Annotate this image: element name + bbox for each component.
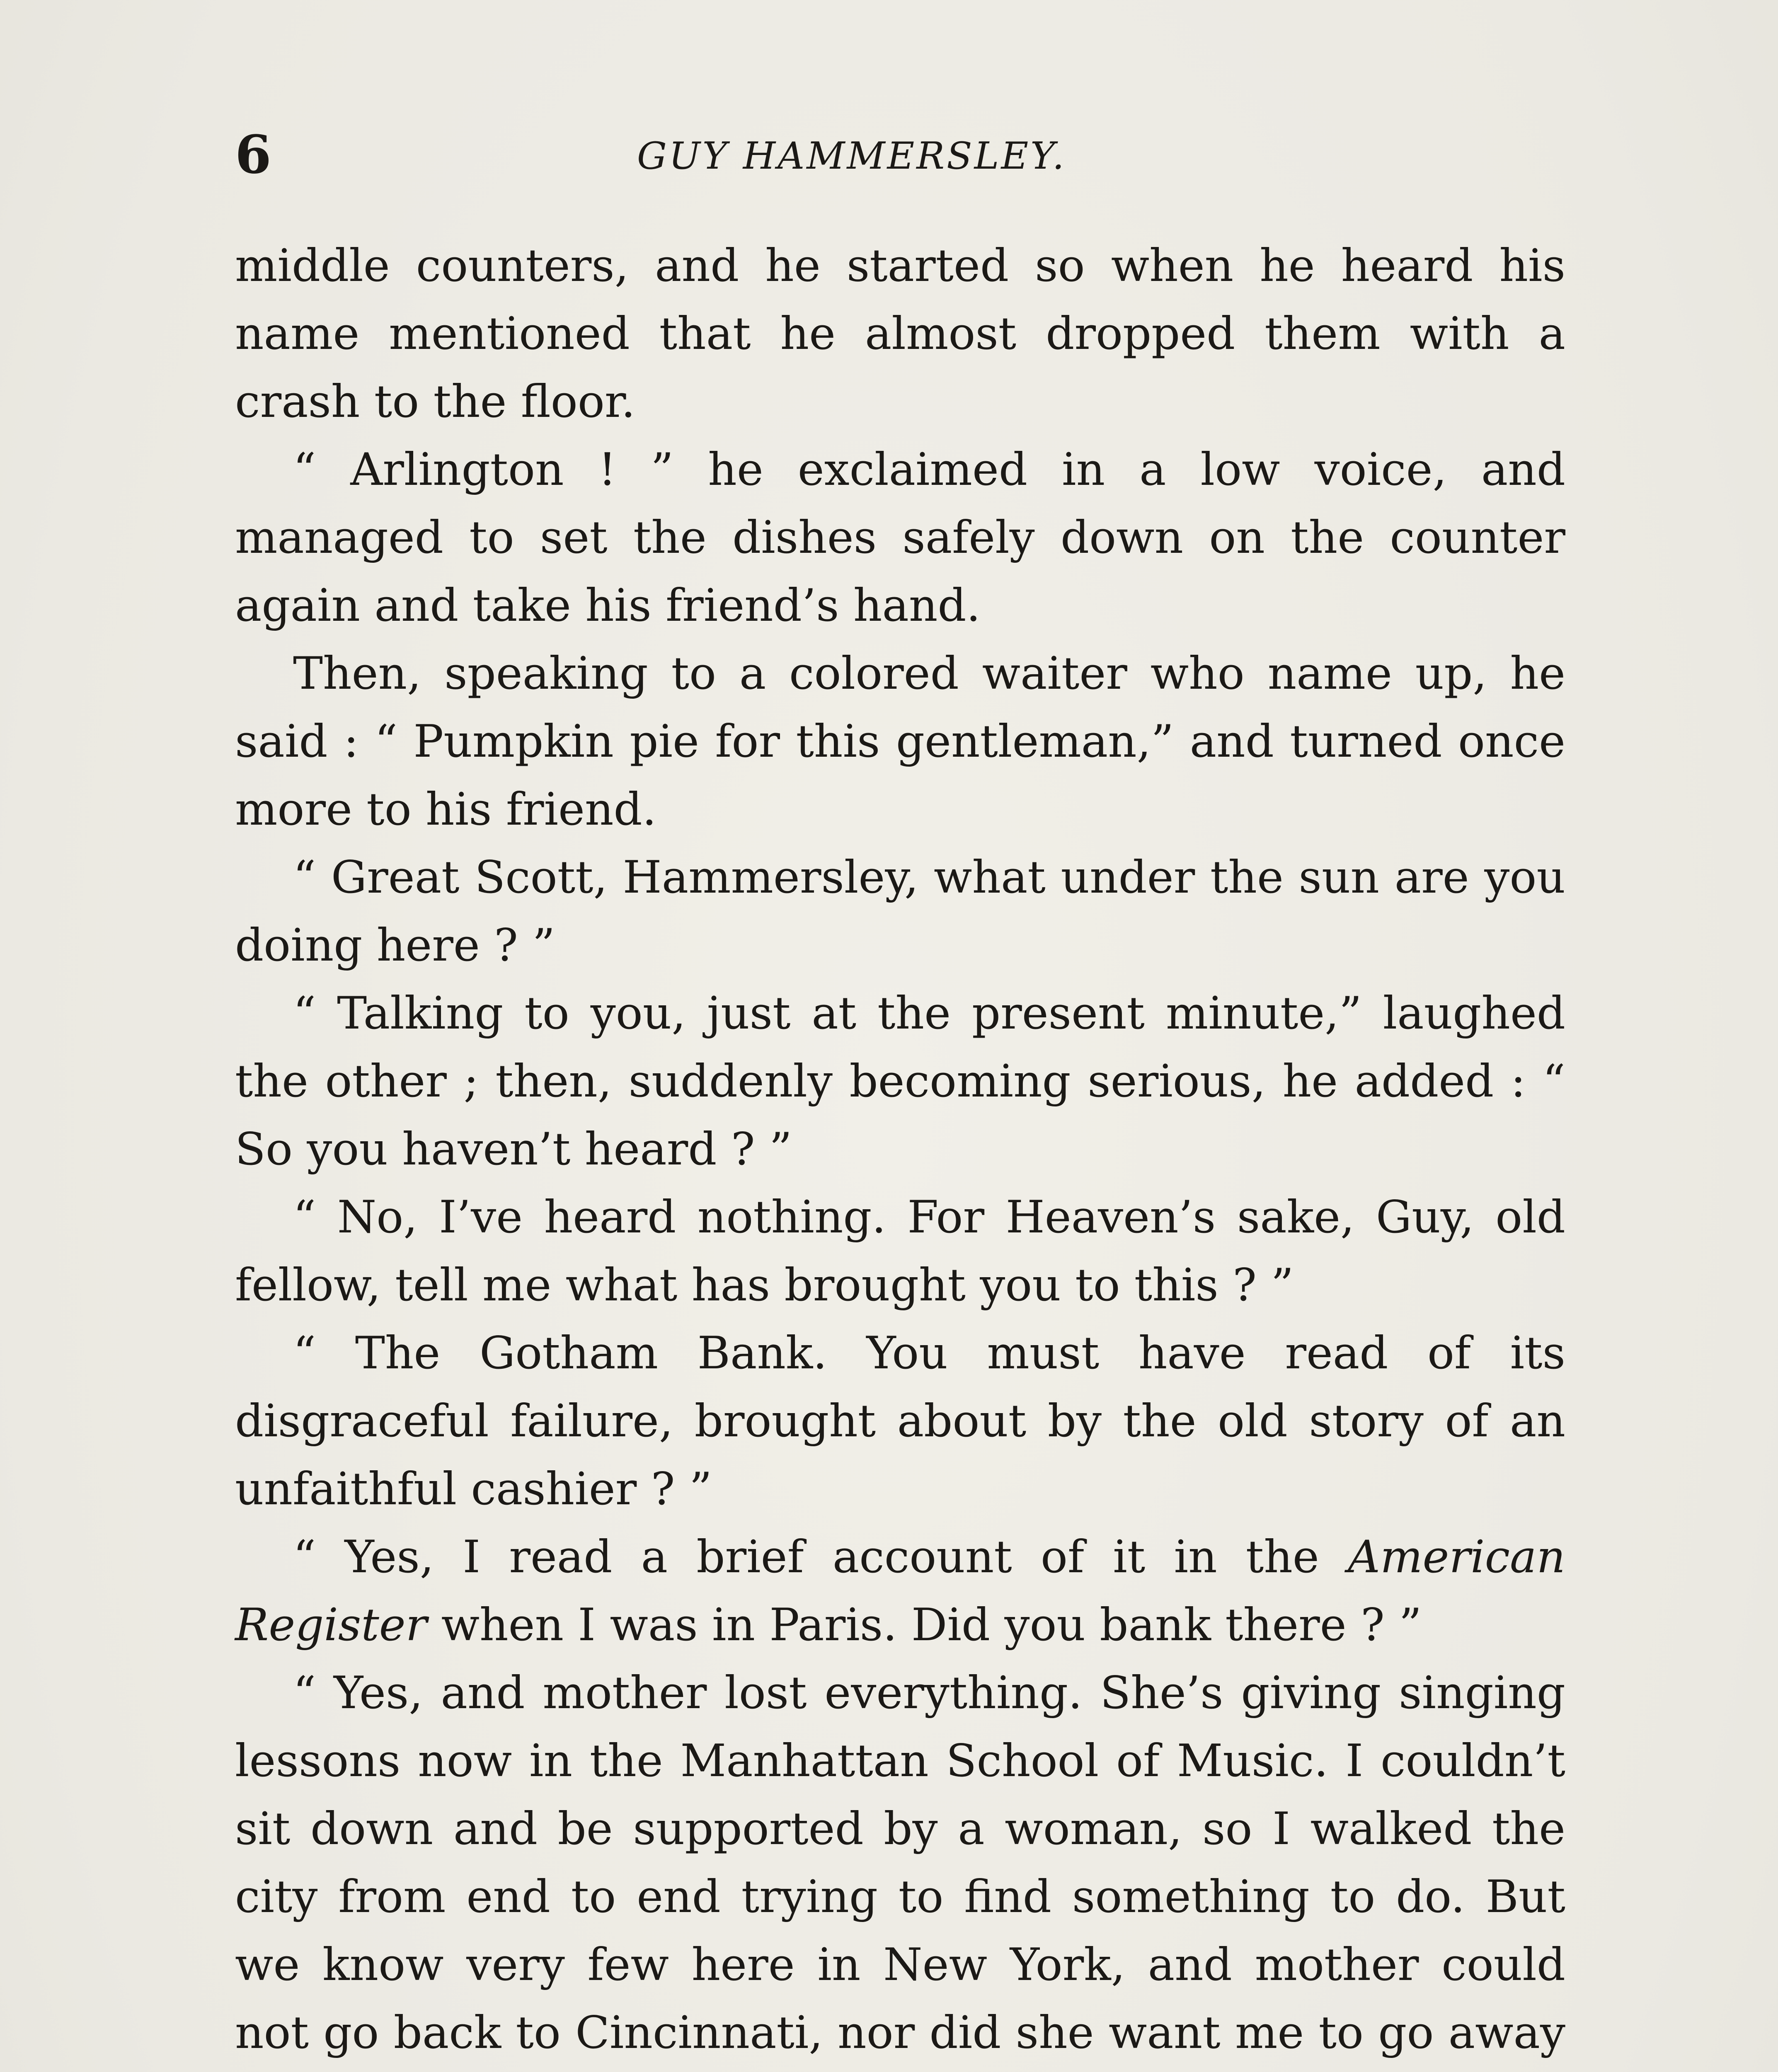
paragraph bbox=[235, 844, 1565, 980]
paragraph bbox=[235, 232, 1565, 436]
paragraph bbox=[235, 640, 1565, 844]
text-segment: “ No, I’ve heard nothing. For Heaven’s sake, Guy, old fellow, tell me what has brought you to this ? ” bbox=[235, 1191, 1565, 1311]
text-segment: “ Yes, and mother lost everything. She’s giving singing lessons now in the Manhattan School of Music. I couldn’t sit down and be supported by a woman, so I walked the city from end to end trying to find something to do. But we know very few here in New York, and mother could not go back to Cincinnati, nor did she want me to go away bbox=[235, 1667, 1565, 2059]
page-header bbox=[235, 124, 1565, 191]
text-segment: “ The Gotham Bank. You must have read of its disgraceful failure, brought about by the old story of an unfaithful cashier ? ” bbox=[235, 1327, 1565, 1515]
text-segment: “ Talking to you, just at the present minute,” laughed the other ; then, suddenly becoming serious, he added : “ So you haven’t heard ? ” bbox=[235, 988, 1565, 1175]
text-segment: middle counters, and he started so when he heard his name mentioned that he almost dropped them with a crash to the floor. bbox=[235, 240, 1565, 428]
text-segment: Then, speaking to a colored waiter who name up, he said : “ Pumpkin pie for this gentleman,” and turned once more to his friend. bbox=[235, 648, 1565, 835]
text-segment: “ Great Scott, Hammersley, what under the sun are you doing here ? ” bbox=[235, 852, 1565, 971]
text-segment: “ Yes, I read a brief account of it in the bbox=[293, 1531, 1348, 1583]
text-segment: when I was in Paris. Did you bank there ? ” bbox=[427, 1599, 1422, 1651]
page-number: 6 bbox=[235, 124, 271, 185]
paragraph bbox=[235, 436, 1565, 640]
text-segment: “ Arlington ! ” he exclaimed in a low voice, and managed to set the dishes safely down on the counter again and take his friend’s hand. bbox=[235, 444, 1565, 632]
paragraph bbox=[235, 1184, 1565, 1319]
running-head: GUY HAMMERSLEY. bbox=[637, 134, 1066, 178]
paragraph bbox=[235, 1659, 1565, 2072]
body-text bbox=[235, 232, 1565, 2072]
paragraph bbox=[235, 1319, 1565, 1523]
paragraph bbox=[235, 1523, 1565, 1659]
paragraph bbox=[235, 980, 1565, 1184]
italic-text: American Register bbox=[235, 1531, 1565, 1651]
